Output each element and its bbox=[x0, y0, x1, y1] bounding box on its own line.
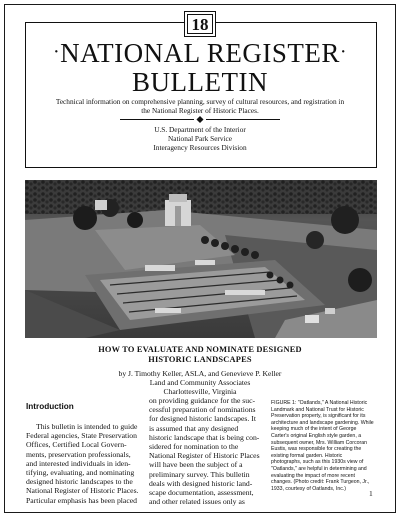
caption-line: existing formal garden. Historic bbox=[271, 452, 343, 459]
title-text-1: NATIONAL REGISTER bbox=[60, 38, 340, 68]
body-line: and interested individuals in iden- bbox=[26, 458, 131, 468]
article-heading bbox=[60, 345, 340, 365]
caption-line: Landmark and National Trust for Historic bbox=[271, 406, 364, 413]
body-line: Particular emphasis has been placed bbox=[26, 495, 137, 505]
agency-line: U.S. Department of the Interior bbox=[154, 125, 246, 134]
heading-line: HISTORIC LANDSCAPES bbox=[148, 355, 252, 364]
caption-line: "Oatlands," are helpful in determining and bbox=[271, 465, 367, 472]
author-line: Land and Community Associates bbox=[149, 378, 251, 387]
body-line: National Register of Historic Places. bbox=[26, 486, 139, 496]
figure-caption bbox=[271, 400, 379, 492]
body-line: Offices, Certified Local Govern- bbox=[26, 440, 127, 450]
body-line: Federal agencies, State Preservation bbox=[26, 431, 137, 441]
tagline-line: the National Register of Historic Places. bbox=[141, 106, 259, 115]
caption-line: Preservation property, is significant for its bbox=[271, 413, 366, 420]
caption-line: photographs, such as this 1930s view of bbox=[271, 459, 364, 466]
body-column-2 bbox=[149, 396, 265, 506]
caption-line: changes. (Photo credit: Frank Turgeon, Jr., bbox=[271, 479, 370, 486]
title-ornament-right: · bbox=[339, 41, 348, 63]
bulletin-title-line2: BULLETIN bbox=[132, 67, 268, 97]
body-line: designed historic landscapes to the bbox=[26, 477, 133, 487]
body-line: and other related issues only as bbox=[149, 497, 245, 507]
author-line: by J. Timothy Keller, ASLA, and Genevieve P. Keller bbox=[118, 369, 282, 378]
agency-line: National Park Service bbox=[167, 134, 233, 143]
body-column-1 bbox=[26, 422, 144, 505]
divider-right bbox=[206, 119, 280, 120]
agency-line: Interagency Resources Division bbox=[153, 143, 247, 152]
aerial-photo-illustration bbox=[25, 180, 377, 338]
issue-number-box bbox=[184, 11, 216, 37]
caption-line: evaluating the impact of more recent bbox=[271, 472, 355, 479]
body-line: will have been the subject of a bbox=[149, 460, 243, 470]
author-byline bbox=[60, 369, 340, 396]
body-line: tifying, evaluating, and nominating bbox=[26, 468, 135, 478]
page-number: 1 bbox=[369, 489, 373, 498]
body-line: historic landscape that is being con- bbox=[149, 432, 260, 442]
body-line: deals with designed historic land- bbox=[149, 478, 253, 488]
body-line: scape documentation, assessment, bbox=[149, 488, 254, 498]
caption-line: subsequent owner, Mrs. William Corcoran bbox=[271, 439, 368, 446]
body-line: sidered for nomination to the bbox=[149, 442, 239, 452]
body-line: cessful preparation of nominations bbox=[149, 405, 256, 415]
issue-number: 18 bbox=[187, 14, 213, 34]
body-line: is assumed that any designed bbox=[149, 423, 239, 433]
caption-line: Carter's original English style garden, a bbox=[271, 432, 362, 439]
tagline-line: Technical information on comprehensive planning, survey of cultural resources, and registration in bbox=[55, 97, 345, 106]
author-line: Charlottesville, Virginia bbox=[163, 387, 237, 396]
body-line: preliminary survey. This bulletin bbox=[149, 469, 250, 479]
heading-line: HOW TO EVALUATE AND NOMINATE DESIGNED bbox=[98, 345, 302, 354]
tagline bbox=[45, 97, 355, 115]
body-line: This bulletin is intended to guide bbox=[36, 422, 138, 431]
body-line: National Register of Historic Places bbox=[149, 451, 260, 461]
divider-left bbox=[120, 119, 194, 120]
title-ornament-left: · bbox=[52, 41, 61, 63]
caption-line: keeping much of the intent of George bbox=[271, 426, 357, 433]
agency-block bbox=[100, 125, 300, 152]
caption-line: FIGURE 1: "Oatlands," A National Historic bbox=[271, 400, 368, 406]
caption-line: Eustis, was responsible for creating the bbox=[271, 446, 362, 453]
caption-line: 1933, courtesy of Oatlands, Inc.) bbox=[271, 485, 346, 492]
body-line: ments, preservation professionals, bbox=[26, 449, 131, 459]
section-heading-introduction: Introduction bbox=[26, 402, 74, 411]
aerial-photograph bbox=[25, 180, 377, 338]
bulletin-title-line1 bbox=[0, 40, 400, 67]
body-line: for designed historic landscapes. It bbox=[149, 414, 256, 424]
caption-line: architecture and landscape gardening. While bbox=[271, 419, 374, 426]
body-line: on providing guidance for the suc- bbox=[149, 396, 256, 405]
